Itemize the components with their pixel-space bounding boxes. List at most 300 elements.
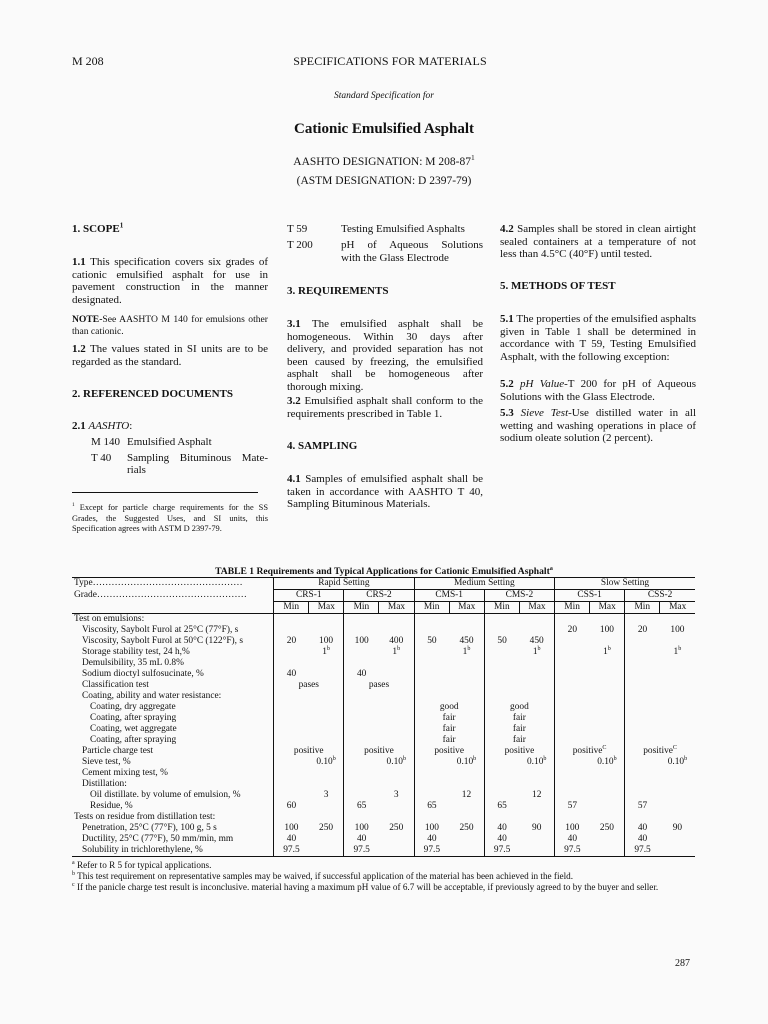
table-cell: 3 xyxy=(393,790,399,800)
ref-title: Testing Emulsified Asphalts xyxy=(341,223,465,235)
table-row xyxy=(72,636,695,647)
table-cell xyxy=(519,779,554,790)
grade-header: CSS-2 xyxy=(625,590,695,602)
table-cell: 1$^b$ xyxy=(322,645,330,657)
table-cell: fair xyxy=(484,713,554,724)
table-cell: 65 xyxy=(414,801,449,812)
table-cell xyxy=(379,801,414,812)
ref-title-cont: rials xyxy=(127,464,146,476)
table-cell xyxy=(660,834,695,845)
table-cell xyxy=(449,812,484,823)
table-cell xyxy=(344,768,379,779)
row-label: Coating, ability and water resistance: xyxy=(82,691,222,701)
table-cell xyxy=(519,801,554,812)
max-header: Max xyxy=(309,602,344,614)
table-row xyxy=(72,702,695,713)
table-row xyxy=(72,801,695,812)
table-cell xyxy=(414,757,449,768)
table-cell xyxy=(344,614,379,626)
table-cell: 1$^b$ xyxy=(462,645,471,657)
table-cell xyxy=(379,625,414,636)
ref-title: pH of Aqueous Solutions xyxy=(341,239,483,251)
para-5-1: 5.1 The properties of the emulsified asphalts given in Table 1 shall be determined in accordance with T 59, Testing Emulsified Asphalt, with the following exception: xyxy=(500,313,696,363)
para-3-2: 3.2 Emulsified asphalt shall conform to the requirements prescribed in Table 1. xyxy=(287,395,483,420)
ref-list-1 xyxy=(91,436,268,476)
minmax-row xyxy=(72,602,695,614)
table-cell: 450 xyxy=(459,636,474,646)
max-header: Max xyxy=(590,602,625,614)
note: NOTE-See AASHTO M 140 for emulsions other than cationic. xyxy=(72,314,268,337)
ref-title-cont: with the Glass Electrode xyxy=(341,252,449,264)
table-cell xyxy=(625,691,660,702)
table-cell: positive xyxy=(274,746,344,757)
table-cell: 0.10$^b$ xyxy=(526,755,547,767)
ref-code: M 140 xyxy=(91,436,121,448)
table-cell xyxy=(309,614,344,626)
table-cell: 97.5 xyxy=(274,845,309,857)
table-cell xyxy=(344,757,379,768)
table-cell xyxy=(414,658,449,669)
table-cell xyxy=(414,812,449,823)
table-cell: 100 xyxy=(274,823,309,834)
table-cell xyxy=(274,768,309,779)
table-cell xyxy=(625,636,660,647)
table-cell xyxy=(344,702,414,713)
setting-header: Rapid Setting xyxy=(274,578,414,590)
para-5-2: 5.2 pH Value-T 200 for pH of Aqueous Solutions with the Glass Electrode. xyxy=(500,378,696,403)
table-cell: fair xyxy=(414,735,484,746)
table-cell xyxy=(449,779,484,790)
header-code: M 208 xyxy=(72,54,104,68)
table-cell: 40 xyxy=(625,823,660,834)
table-cell: 40 xyxy=(344,834,379,845)
table-cell xyxy=(309,625,344,636)
table-cell: 100 xyxy=(555,823,590,834)
table-cell: 40 xyxy=(414,834,449,845)
table-cell xyxy=(344,713,414,724)
table-cell xyxy=(555,680,625,691)
table-cell: fair xyxy=(484,735,554,746)
row-label: Oil distillate. by volume of emulsion, % xyxy=(90,790,241,800)
table-cell xyxy=(414,790,449,801)
table-cell xyxy=(484,757,519,768)
table-cell xyxy=(414,669,449,680)
table-cell: 250 xyxy=(389,823,404,833)
table-cell: 97.5 xyxy=(484,845,519,857)
table-cell: 40 xyxy=(625,834,660,845)
table-cell xyxy=(344,658,379,669)
table-row xyxy=(72,669,695,680)
ref-title: Sampling Bituminous Mate- xyxy=(127,452,268,464)
table-cell xyxy=(660,658,695,669)
table-cell xyxy=(414,779,449,790)
grade-header: CRS-2 xyxy=(344,590,414,602)
table-cell xyxy=(484,658,519,669)
table-cell xyxy=(449,845,484,857)
table-cell xyxy=(449,691,484,702)
para-3-1: 3.1 The emulsified asphalt shall be homogeneous. Within 30 days after delivery, and provided separation has not been caused by freezing, the emulsified asphalt shall be homogeneous after thorough mixing. xyxy=(287,318,483,393)
row-label: Test on emulsions: xyxy=(74,614,145,624)
table-cell: 40 xyxy=(484,834,519,845)
min-header: Min xyxy=(484,602,519,614)
table-cell: 1$^b$ xyxy=(673,645,682,657)
table-cell: 400 xyxy=(389,636,404,646)
max-header: Max xyxy=(379,602,414,614)
table-cell xyxy=(625,779,660,790)
sampling-heading: 4. SAMPLING xyxy=(287,440,358,452)
min-header: Min xyxy=(555,602,590,614)
table-cell: 100 xyxy=(344,636,379,647)
aashto-designation: AASHTO DESIGNATION: M $208-87^1$ xyxy=(293,153,475,168)
table-cell xyxy=(344,790,379,801)
table-cell: 20 xyxy=(625,625,660,636)
table-cell xyxy=(484,779,519,790)
table-cell xyxy=(625,757,660,768)
doc-title: Cationic Emulsified Asphalt xyxy=(293,121,475,137)
ref-code: T 59 xyxy=(287,223,308,235)
table-cell xyxy=(379,669,414,680)
table-cell xyxy=(344,735,414,746)
table-cell xyxy=(484,812,519,823)
row-label: Coating, wet aggregate xyxy=(90,724,177,734)
table-cell xyxy=(274,790,309,801)
table-cell: positive xyxy=(414,746,484,757)
table-cell xyxy=(660,779,695,790)
table-cell: 100 xyxy=(319,636,334,646)
table-cell xyxy=(449,801,484,812)
methods-heading: 5. METHODS OF TEST xyxy=(500,280,616,292)
table-cell xyxy=(414,614,449,626)
table-cell xyxy=(625,647,660,658)
table-cell xyxy=(625,614,660,626)
table-cell xyxy=(449,669,484,680)
row-label: Coating, after spraying xyxy=(90,735,177,745)
table-cell xyxy=(414,768,449,779)
table-cell xyxy=(274,779,309,790)
table-row xyxy=(72,691,695,702)
table-cell: 0.10$^b$ xyxy=(386,755,406,767)
table-cell xyxy=(344,625,379,636)
table-cell xyxy=(414,680,484,691)
table-cell xyxy=(274,713,344,724)
table-cell xyxy=(414,625,449,636)
row-label: Particle charge test xyxy=(82,746,154,756)
referenced-documents-heading: 2. REFERENCED DOCUMENTS xyxy=(72,388,234,400)
row-label: Sieve test, % xyxy=(82,757,131,767)
table-cell: positive xyxy=(344,746,414,757)
para-1-1: 1.1 This specification covers six grades of cationic emulsified asphalt for use in pavement construction in the manner designated. xyxy=(72,256,268,306)
table-cell: fair xyxy=(414,724,484,735)
row-label: Ductility, 25°C (77°F), 50 mm/min, mm xyxy=(82,834,234,844)
table-cell: 90 xyxy=(532,823,542,833)
table-cell xyxy=(414,647,449,658)
table-note: $^a$ Refer to R 5 for typical applications. xyxy=(72,859,212,870)
min-header: Min xyxy=(274,602,309,614)
table-cell xyxy=(555,735,625,746)
table-cell: 100 xyxy=(599,625,614,635)
min-header: Min xyxy=(344,602,379,614)
table-cell xyxy=(660,845,695,857)
para-1-2: 1.2 The values stated in SI units are to be regarded as the standard. xyxy=(72,343,268,368)
table-cell xyxy=(590,779,625,790)
table-cell xyxy=(555,647,590,658)
table-cell: 250 xyxy=(599,823,614,833)
table-cell xyxy=(519,845,554,857)
table-cell: 3 xyxy=(323,790,329,800)
table-row xyxy=(72,746,695,757)
row-label: Cement mixing test, % xyxy=(82,768,168,778)
table-cell xyxy=(660,790,695,801)
table-cell xyxy=(484,691,519,702)
table-cell: 40 xyxy=(274,669,309,680)
table-caption: TABLE 1 Requirements and Typical Applications for Cationic Emulsified Asphalt$^a$ xyxy=(215,564,553,577)
table-cell xyxy=(625,680,695,691)
para-4-1: 4.1 Samples of emulsified asphalt shall be taken in accordance with AASHTO T 40, Sampling Bituminous Materials. xyxy=(287,473,483,511)
table-cell xyxy=(625,768,660,779)
table-row xyxy=(72,834,695,845)
row-label: Coating, after spraying xyxy=(90,713,177,723)
ref-code: T 40 xyxy=(91,452,112,464)
table-cell xyxy=(555,702,625,713)
table-cell xyxy=(660,691,695,702)
standard-for: Standard Specification for xyxy=(334,91,434,101)
table-cell xyxy=(519,658,554,669)
min-header: Min xyxy=(414,602,449,614)
table-cell xyxy=(274,757,309,768)
max-header: Max xyxy=(519,602,554,614)
table-note: $^b$ This test requirement on representative samples may be waived, if successful application of the material has been achieved in the field. xyxy=(72,870,574,881)
table-cell xyxy=(519,834,554,845)
table-cell xyxy=(379,691,414,702)
table-cell xyxy=(274,724,344,735)
table-cell xyxy=(449,834,484,845)
setting-header: Slow Setting xyxy=(555,578,695,590)
table-cell: 250 xyxy=(319,823,334,833)
astm-designation: (ASTM DESIGNATION: D 2397-79) xyxy=(296,175,472,187)
table-cell xyxy=(660,812,695,823)
page-number: 287 xyxy=(675,958,690,969)
table-cell: 1$^b$ xyxy=(532,645,541,657)
table-cell xyxy=(274,625,309,636)
table-cell xyxy=(555,691,590,702)
row-label: Demulsibility, 35 mL 0.8% xyxy=(82,658,184,668)
table-cell xyxy=(309,834,344,845)
table-cell xyxy=(555,757,590,768)
table-cell xyxy=(625,713,695,724)
table-cell: 100 xyxy=(344,823,379,834)
row-label: Classification test xyxy=(82,680,149,690)
table-cell xyxy=(555,779,590,790)
table-row xyxy=(72,768,695,779)
footnote: $^1$ Except for particle charge requirements for the SS Grades, the Suggested Uses, and SI units, this Specification agrees with ASTM D 2397-79. xyxy=(72,502,268,533)
table-cell xyxy=(379,812,414,823)
table-cell xyxy=(484,647,519,658)
table-cell: 12 xyxy=(461,790,472,800)
table-cell xyxy=(379,779,414,790)
table-cell xyxy=(484,768,519,779)
table-cell xyxy=(555,658,590,669)
table-cell: 57 xyxy=(555,801,590,812)
table-cell xyxy=(590,845,625,857)
table-row xyxy=(72,790,695,801)
table-cell xyxy=(274,702,344,713)
table-cell xyxy=(590,812,625,823)
table-cell xyxy=(660,768,695,779)
table-cell: 40 xyxy=(484,823,519,834)
row-label: Tests on residue from distillation test: xyxy=(74,812,216,822)
table-cell xyxy=(519,614,554,626)
table-cell xyxy=(309,779,344,790)
table-row xyxy=(72,680,695,691)
table-cell xyxy=(379,845,414,857)
table-cell: 0.10$^b$ xyxy=(456,755,477,767)
table-cell xyxy=(449,658,484,669)
table-cell: 97.5 xyxy=(344,845,379,857)
table-cell xyxy=(625,724,695,735)
table-body xyxy=(72,614,695,857)
table-cell: 100 xyxy=(670,625,685,635)
table-cell xyxy=(625,669,660,680)
grade-label: Grade………………………………………… xyxy=(74,589,247,600)
table-cell: 90 xyxy=(672,823,683,833)
table-note: $^c$ If the panicle charge test result is inconclusive. material having a maximum pH value of 6.7 will be acceptable, if previously agreed to by the buyer and seller. xyxy=(72,881,659,892)
table-row xyxy=(72,724,695,735)
table-row xyxy=(72,845,695,857)
table-cell: 65 xyxy=(484,801,519,812)
table-cell: good xyxy=(414,702,484,713)
table-cell: 250 xyxy=(459,823,474,833)
table-header xyxy=(72,578,695,614)
table-cell xyxy=(625,812,660,823)
table-cell xyxy=(309,658,344,669)
table-cell xyxy=(379,614,414,626)
table-cell: positive$^C$ xyxy=(555,746,625,757)
table-cell: 40 xyxy=(274,834,309,845)
table-cell xyxy=(344,812,379,823)
setting-header: Medium Setting xyxy=(414,578,554,590)
table-cell: 40 xyxy=(555,834,590,845)
table-cell: fair xyxy=(484,724,554,735)
table-row xyxy=(72,757,695,768)
table-cell xyxy=(449,625,484,636)
table-cell xyxy=(590,768,625,779)
table-cell xyxy=(449,614,484,626)
row-label: Penetration, 25°C (77°F), 100 g, 5 s xyxy=(82,823,217,833)
table-cell xyxy=(274,735,344,746)
table-cell xyxy=(519,625,554,636)
table-cell xyxy=(590,669,625,680)
table-row xyxy=(72,812,695,823)
table-row xyxy=(72,647,695,658)
table-cell xyxy=(555,724,625,735)
table-cell: positive xyxy=(484,746,554,757)
table-cell: 57 xyxy=(625,801,660,812)
table-cell xyxy=(274,812,309,823)
table-cell xyxy=(309,801,344,812)
table-cell: 97.5 xyxy=(414,845,449,857)
table-cell xyxy=(555,768,590,779)
table-cell xyxy=(555,790,590,801)
grade-header: CMS-2 xyxy=(484,590,554,602)
para-5-3: 5.3 Sieve Test-Use distilled water in all wetting and washing operations in place of sodium oleate solution (2 percent). xyxy=(500,407,696,445)
table-row xyxy=(72,658,695,669)
table-cell xyxy=(590,801,625,812)
table-cell xyxy=(590,614,625,626)
row-label: Viscosity, Saybolt Furol at 50°C (122°F), s xyxy=(82,636,244,646)
grade-header: CRS-1 xyxy=(274,590,344,602)
table-cell xyxy=(344,691,379,702)
table-row xyxy=(72,625,695,636)
table-cell: pases xyxy=(344,680,414,691)
table-cell xyxy=(309,845,344,857)
table-cell: 50 xyxy=(414,636,449,647)
table-cell xyxy=(519,691,554,702)
table-cell: fair xyxy=(414,713,484,724)
table-cell xyxy=(344,779,379,790)
ref-list-2 xyxy=(287,223,483,267)
table-cell xyxy=(519,669,554,680)
table-cell xyxy=(379,834,414,845)
table-cell xyxy=(590,658,625,669)
table-cell: 40 xyxy=(344,669,379,680)
ref-code: T 200 xyxy=(287,239,313,251)
para-4-2: 4.2 Samples shall be stored in clean airtight sealed containers at a temperature of not less than 4.5°C (40°F) until tested. xyxy=(500,223,696,261)
table-cell xyxy=(309,691,344,702)
table-cell xyxy=(274,658,309,669)
table-cell xyxy=(274,691,309,702)
table-cell xyxy=(555,669,590,680)
table-cell: positive$^C$ xyxy=(625,746,695,757)
row-label: Viscosity, Saybolt Furol at 25°C (77°F), s xyxy=(82,625,239,635)
row-label: Coating, dry aggregate xyxy=(90,702,176,712)
table-cell: pases xyxy=(274,680,344,691)
table-cell xyxy=(344,647,379,658)
row-label: Distillation: xyxy=(82,779,127,789)
table-cell xyxy=(519,768,554,779)
table-row xyxy=(72,779,695,790)
table-cell xyxy=(660,669,695,680)
table-cell xyxy=(625,790,660,801)
table-cell xyxy=(274,647,309,658)
table-cell xyxy=(344,724,414,735)
table-cell xyxy=(625,735,695,746)
table-cell: 0.10$^b$ xyxy=(597,755,617,767)
ref-title: Emulsified Asphalt xyxy=(127,436,212,448)
table-cell xyxy=(555,713,625,724)
table-cell xyxy=(379,768,414,779)
header-title: SPECIFICATIONS FOR MATERIALS xyxy=(293,54,487,68)
table-row xyxy=(72,614,695,626)
table-cell: 12 xyxy=(532,790,542,800)
table-cell xyxy=(484,669,519,680)
table-cell xyxy=(484,625,519,636)
table-cell: 0.10$^b$ xyxy=(667,755,688,767)
table-cell xyxy=(309,669,344,680)
min-header: Min xyxy=(625,602,660,614)
table-cell: 97.5 xyxy=(625,845,660,857)
row-label: Solubility in trichlorethylene, % xyxy=(82,845,203,855)
table-cell: 1$^b$ xyxy=(603,645,611,657)
table-cell xyxy=(590,790,625,801)
footnote-rule xyxy=(72,492,258,493)
table-cell: 1$^b$ xyxy=(392,645,401,657)
table-cell xyxy=(555,812,590,823)
table-row xyxy=(72,713,695,724)
table-cell: 0.10$^b$ xyxy=(316,755,336,767)
table-cell xyxy=(625,702,695,713)
table-cell xyxy=(274,614,309,626)
table-cell: 450 xyxy=(529,636,544,646)
